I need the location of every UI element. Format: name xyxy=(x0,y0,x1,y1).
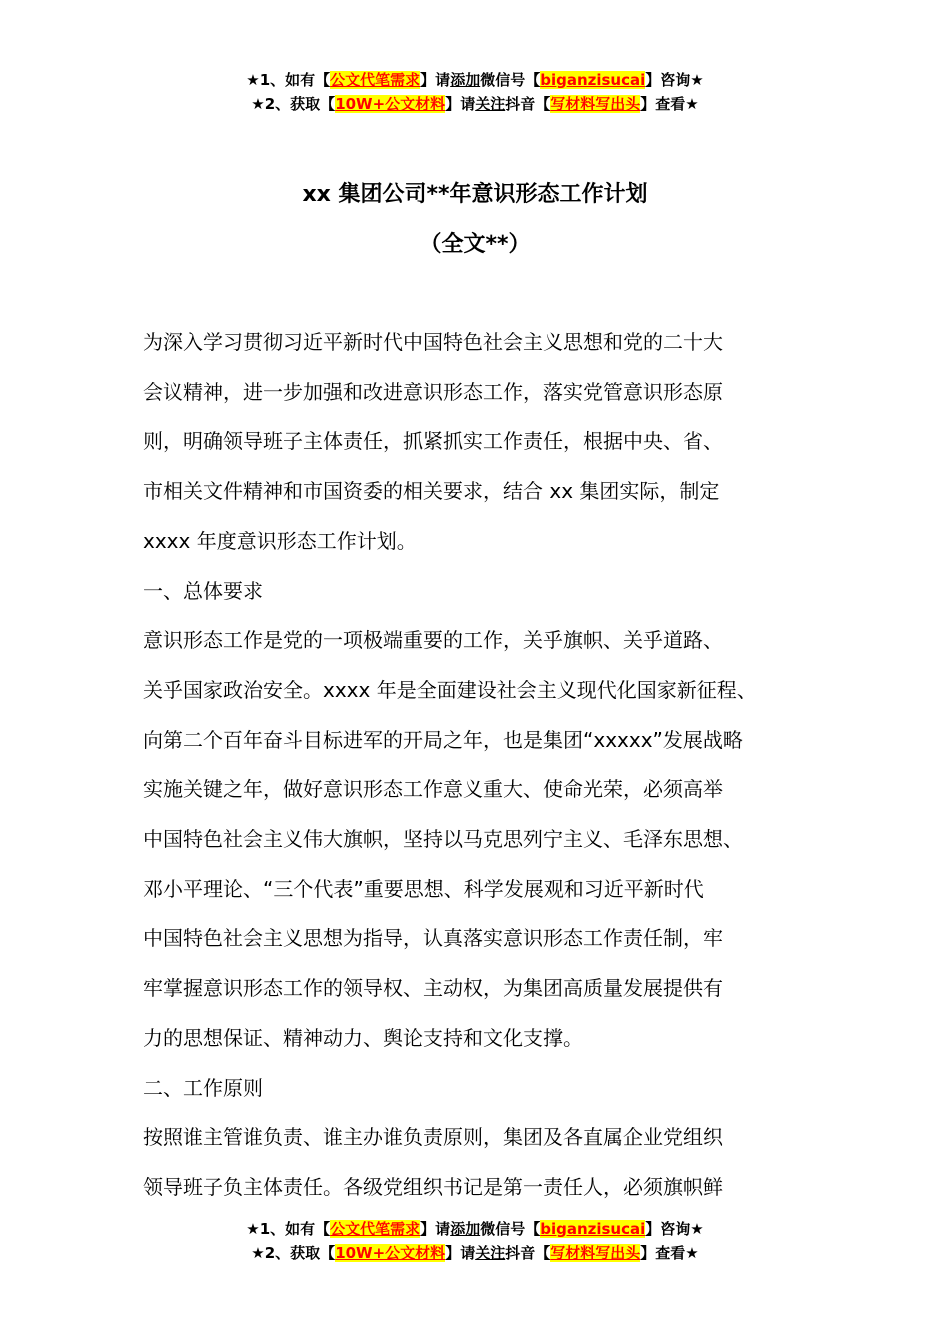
footer-banner xyxy=(0,1217,950,1265)
banner-highlight: 10W+公文材料 xyxy=(335,95,446,113)
body-line: 领导班子负主体责任。各级党组织书记是第一责任人，必须旗帜鲜 xyxy=(143,1174,723,1199)
body-line: 中国特色社会主义伟大旗帜，坚持以马克思列宁主义、毛泽东思想、 xyxy=(143,827,743,852)
banner-highlight: 公文代笔需求 xyxy=(330,71,421,89)
section-heading: 一、总体要求 xyxy=(143,578,263,603)
body-line: 牢掌握意识形态工作的领导权、主动权，为集团高质量发展提供有 xyxy=(143,976,723,1001)
document-title: xx 集团公司**年意识形态工作计划 xyxy=(302,182,648,207)
body-line: 关乎国家政治安全。xxxx 年是全面建设社会主义现代化国家新征程、 xyxy=(143,677,757,702)
banner-line-1 xyxy=(0,1217,950,1241)
document-subtitle: （全文**） xyxy=(419,232,531,257)
banner-highlight: 公文代笔需求 xyxy=(330,1220,421,1238)
body-line: 中国特色社会主义思想为指导，认真落实意识形态工作责任制，牢 xyxy=(143,926,723,951)
banner-text: 】查看★ xyxy=(640,95,699,113)
banner-highlight: 写材料写出头 xyxy=(550,1244,641,1262)
banner-text: 】咨询★ xyxy=(645,71,704,89)
body-line: 则，明确领导班子主体责任，抓紧抓实工作责任，根据中央、省、 xyxy=(143,429,723,454)
banner-line-2 xyxy=(0,1241,950,1265)
body-line: xxxx 年度意识形态工作计划。 xyxy=(143,528,417,553)
body-line: 按照谁主管谁负责、谁主办谁负责原则，集团及各直属企业党组织 xyxy=(143,1125,723,1150)
banner-text: 】咨询★ xyxy=(645,1220,704,1238)
body-line: 意识形态工作是党的一项极端重要的工作，关乎旗帜、关乎道路、 xyxy=(143,628,723,653)
body-line: 邓小平理论、“三个代表”重要思想、科学发展观和习近平新时代 xyxy=(143,876,704,901)
banner-highlight: 写材料写出头 xyxy=(550,95,641,113)
body-line: 实施关键之年，做好意识形态工作意义重大、使命光荣，必须高举 xyxy=(143,777,723,802)
body-line: 为深入学习贯彻习近平新时代中国特色社会主义思想和党的二十大 xyxy=(143,330,723,354)
banner-underline: 添加 xyxy=(450,71,481,89)
banner-line-2 xyxy=(0,92,950,116)
banner-text: 】查看★ xyxy=(640,1244,699,1262)
section-heading: 二、工作原则 xyxy=(143,1075,263,1100)
banner-underline: 添加 xyxy=(450,1220,481,1238)
body-line: 力的思想保证、精神动力、舆论支持和文化支撑。 xyxy=(143,1025,583,1050)
banner-text: 抖音【 xyxy=(505,95,551,113)
document-body xyxy=(143,318,815,1213)
banner-text: ★1、如有【 xyxy=(246,71,331,89)
body-line: 市相关文件精神和市国资委的相关要求，结合 xx 集团实际，制定 xyxy=(143,479,720,504)
body-line: 向第二个百年奋斗目标进军的开局之年，也是集团“xxxxx”发展战略 xyxy=(143,727,743,752)
banner-text: 】请 xyxy=(420,1220,451,1238)
header-banner xyxy=(0,68,950,116)
banner-underline: 关注 xyxy=(475,1244,506,1262)
banner-text: 微信号【 xyxy=(480,1220,541,1238)
banner-text: ★2、获取【 xyxy=(251,1244,336,1262)
banner-text: 】请 xyxy=(445,1244,476,1262)
banner-text: 】请 xyxy=(420,71,451,89)
banner-highlight: biganzisucai xyxy=(540,71,646,89)
banner-highlight: biganzisucai xyxy=(540,1220,646,1238)
banner-highlight: 10W+公文材料 xyxy=(335,1244,446,1262)
banner-underline: 关注 xyxy=(475,95,506,113)
banner-line-1 xyxy=(0,68,950,92)
banner-text: 微信号【 xyxy=(480,71,541,89)
banner-text: ★1、如有【 xyxy=(246,1220,331,1238)
banner-text: 】请 xyxy=(445,95,476,113)
body-line: 会议精神，进一步加强和改进意识形态工作，落实党管意识形态原 xyxy=(143,379,723,404)
banner-text: 抖音【 xyxy=(505,1244,551,1262)
banner-text: ★2、获取【 xyxy=(251,95,336,113)
